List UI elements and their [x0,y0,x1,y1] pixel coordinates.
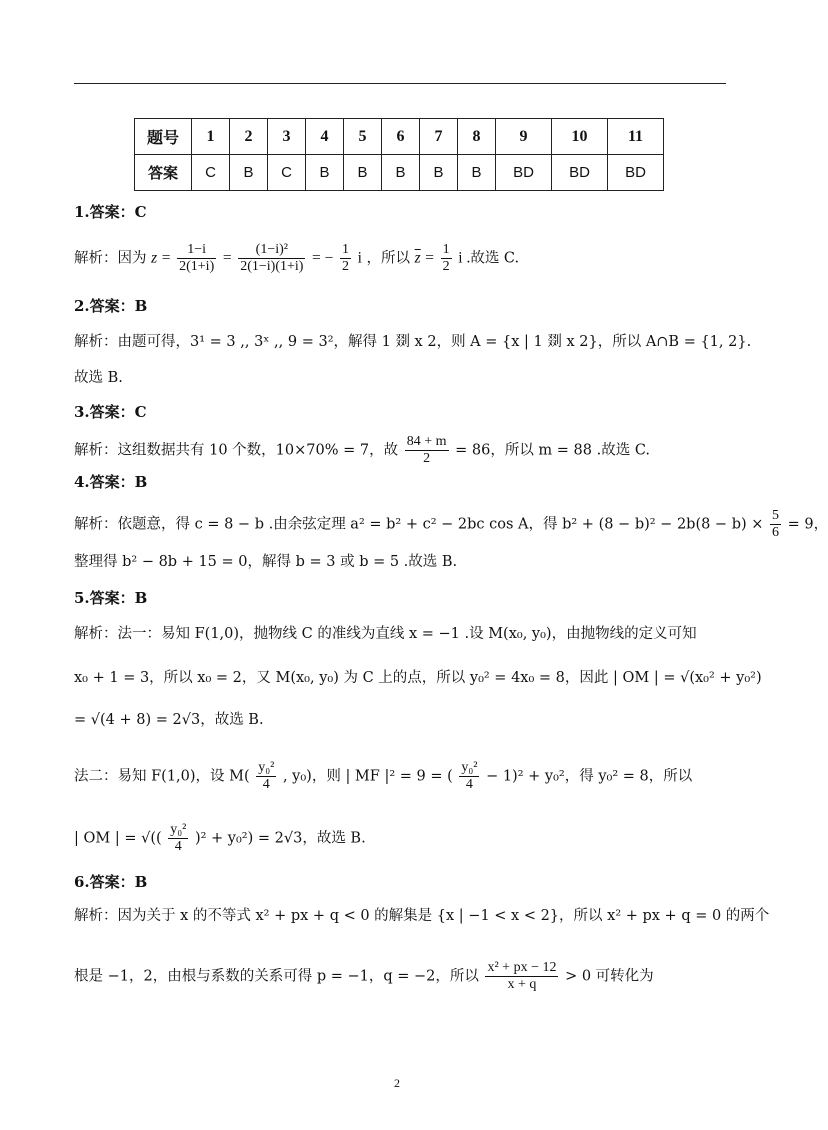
q5-line3: = √(4 + 8) = 2√3，故选 B. [74,712,264,728]
table-cell: BD [496,155,552,191]
q5-fraction: $\frac{\text{y₀²}}{4}$ [170,822,187,854]
q6-fraction: $\frac{\text{x² + px − 12}}{x + q}$ [487,960,557,992]
q6-line2-lead: 根是 −1，2，由根与系数的关系可得 p = −1，q = −2，所以 [74,968,479,985]
q3-lead: 解析：这组数据共有 10 个数，10×70% = 7，故 [74,442,399,459]
q1-tail: 故选 C. [470,250,520,267]
table-cell: B [420,155,458,191]
q2-line1: 解析：由题可得，3¹ = 3 ,, 3ˣ ,, 9 = 3²，解得 1 剟 x 2，则 A = {x | 1 剟 x 2}，所以 A∩B = {1, 2}. [74,334,752,350]
table-cell: 7 [420,119,458,155]
table-header-number: 题号 [135,119,192,155]
table-cell: C [268,155,306,191]
q6-line1: 解析：因为关于 x 的不等式 x² + px + q < 0 的解集是 {x | −1 < x < 2}，所以 x² + px + q = 0 的两个 [74,908,770,924]
q1-fraction: $\frac{1-i}{2(1+i)}$ [179,242,215,274]
q5-line5-lead: | OM | = √(( [74,830,162,847]
table-cell: 9 [496,119,552,155]
q1-lead: 解析：因为 [74,250,147,267]
table-cell: 2 [230,119,268,155]
answer-table [134,118,664,191]
table-cell: B [382,155,420,191]
q1-mid: ，所以 [366,250,411,267]
table-cell: 3 [268,119,306,155]
q5-line2: x₀ + 1 = 3，所以 x₀ = 2，又 M(x₀, y₀) 为 C 上的点，所以 y₀² = 4x₀ = 8，因此 | OM | = √(x₀² + y₀²) [74,670,762,686]
q3-fraction: $\frac{84 + m}{2}$ [406,434,447,466]
q6-line2 [74,960,654,993]
table-cell: B [306,155,344,191]
table-cell: B [230,155,268,191]
table-cell: 10 [552,119,608,155]
q4-tail: = 9， [787,516,828,533]
q3-tail: = 86，所以 m = 88 .故选 C. [455,442,651,459]
q3-solution [74,434,650,467]
q5-line5-tail: )² + y₀²) = 2√3，故选 B. [194,830,366,847]
q6-heading: 6.答案：B [74,873,148,891]
q4-fraction: $\frac{5}{6}$ [772,508,780,540]
table-header-answer: 答案 [135,155,192,191]
q6-line2-tail: > 0 可转化为 [565,968,654,985]
table-cell: 11 [608,119,664,155]
q4-line2: 整理得 b² − 8b + 15 = 0，解得 b = 3 或 b = 5 .故选 B. [74,554,458,570]
header-rule [74,83,726,84]
q1-fraction: $\frac{1}{2}$ [442,242,450,274]
table-row-numbers [135,119,664,155]
table-cell: B [344,155,382,191]
q4-lead: 解析：依题意，得 c = 8 − b .由余弦定理 a² = b² + c² − 2bc cos A，得 b² + (8 − b)² − 2b(8 − b) × [74,516,764,533]
q5-line1: 解析：法一：易知 F(1,0)，抛物线 C 的准线为直线 x = −1 .设 M(x₀, y₀)，由抛物线的定义可知 [74,626,697,642]
q1-solution: 解析：因为 z = $\frac{1-i}{2(1+i)}$ = $\frac{\text{(1−i)²}}{2(1-i)(1+i)}$ = − $\frac{1}{2}$ i ，所以 $\overline{z}$ = $\frac{1}{2}$ i .故选 C. [74,242,520,274]
table-cell: 1 [192,119,230,155]
table-row-answers [135,155,664,191]
page-number: 2 [394,1076,400,1090]
q5-heading: 5.答案：B [74,589,148,607]
q1-fraction: $\frac{1}{2}$ [342,242,349,274]
q4-heading: 4.答案：B [74,473,148,491]
table-cell: 4 [306,119,344,155]
table-cell: BD [552,155,608,191]
q1-fraction: $\frac{\text{(1−i)²}}{2(1-i)(1+i)}$ [240,242,304,274]
table-cell: BD [608,155,664,191]
q2-heading: 2.答案：B [74,297,148,315]
q2-line2: 故选 B. [74,370,123,386]
q5-fraction: $\frac{\text{y₀²}}{4}$ [461,760,478,792]
q5-line4 [74,760,692,793]
table-cell: 6 [382,119,420,155]
table-cell: C [192,155,230,191]
q5-line4-lead: 法二：易知 F(1,0)，设 M( [74,768,250,785]
q5-line4-tail: − 1)² + y₀²，得 y₀² = 8，所以 [486,768,693,785]
q5-line4-mid: , y₀)，则 | MF |² = 9 = ( [282,768,453,785]
q4-line1 [74,508,828,541]
table-cell: 8 [458,119,496,155]
q3-heading: 3.答案：C [74,403,147,421]
q1-heading: 1.答案：C [74,203,147,221]
table-cell: B [458,155,496,191]
q5-line5 [74,822,366,855]
table-cell: 5 [344,119,382,155]
q5-fraction: $\frac{\text{y₀²}}{4}$ [258,760,275,792]
